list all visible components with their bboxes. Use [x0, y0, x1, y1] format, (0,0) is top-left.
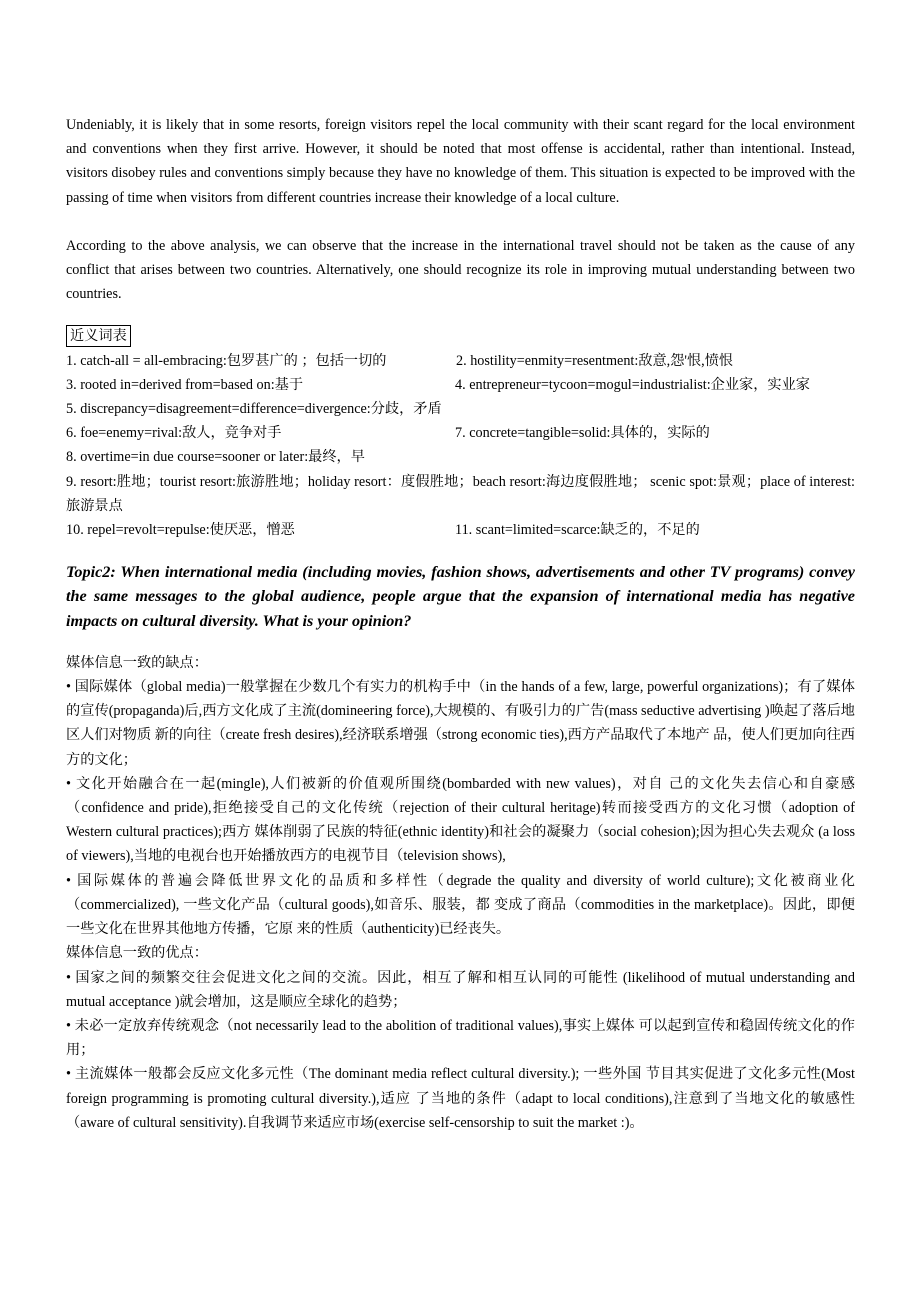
- cons-bullet: • 国际媒体的普遍会降低世界文化的品质和多样性（degrade the quality and diversity of world culture);文化被商业化（commercialized), 一些文化产品（cultural goods),如音乐、服装，都 变成了商品（commodities in the marketplace)。因此，即便一些文化在世界其他地方传播，它原 来的性质（authenticity)已经丧失。: [66, 872, 855, 938]
- paragraph-conclusion: According to the above analysis, we can observe that the increase in the international travel should not be taken as the cause of any conflict that arises between two countries. Alternatively, one should recognize its role in improving mutual understanding between two countries.: [66, 237, 855, 303]
- vocab-item: 7. concrete=tangible=solid:具体的，实际的: [455, 425, 710, 442]
- vocab-item: 1. catch-all = all-embracing:包罗甚广的 ；包括一切的: [66, 352, 387, 369]
- vocab-item: 4. entrepreneur=tycoon=mogul=industrialist:企业家，实业家: [455, 376, 810, 393]
- vocab-row: [66, 421, 855, 445]
- cons-heading: 媒体信息一致的缺点：: [66, 654, 208, 671]
- pros-heading: 媒体信息一致的优点：: [66, 945, 208, 962]
- vocab-item: 10. repel=revolt=repulse:使厌恶，憎恶: [66, 522, 295, 539]
- pros-bullet: • 未必一定放弃传统观念（not necessarily lead to the abolition of traditional values),事实上媒体 可以起到宣传和稳固传统文化的作用；: [66, 1017, 855, 1059]
- vocab-item: 5. discrepancy=disagreement=difference=divergence:分歧，矛盾: [66, 401, 442, 418]
- vocab-item: 2. hostility=enmity=resentment:敌意,怨'恨,愤恨: [456, 352, 734, 369]
- vocab-item: 9. resort:胜地；tourist resort:旅游胜地；holiday resort：度假胜地；beach resort:海边度假胜地； scenic spot:景观；place of interest: 旅游景点: [66, 473, 855, 514]
- topic-heading: Topic2: When international media (including movies, fashion shows, advertisements and other TV programs) convey the same messages to the global audience, people argue that the expansion of international media has negative impacts on cultural diversity. What is your opinion?: [66, 563, 855, 630]
- vocab-row: [66, 373, 855, 397]
- vocab-row: [66, 349, 855, 373]
- vocab-row: [66, 518, 855, 542]
- vocab-item: 8. overtime=in due course=sooner or later:最终，早: [66, 449, 365, 466]
- document-page: [66, 113, 855, 1135]
- pros-bullet: • 主流媒体一般都会反应文化多元性（The dominant media reflect cultural diversity.); 一些外国 节目其实促进了文化多元性(Most foreign programming is promoting cultural diversity.),适应 了当地的条件（adapt to local conditions),注意到了当地文化的敏感性（aware of cultural sensitivity).自我调节来适应市场(exercise self-censorship to suit the market :)。: [66, 1066, 855, 1131]
- cons-bullet: • 文化开始融合在一起(mingle),人们被新的价值观所围绕(bombarded with new values)，对自 己的文化失去信心和自豪感（confidence and pride),拒绝接受自己的文化传统（rejection of their cultural heritage)转而接受西方的文化习惯（adoption of Western cultural practices);西方 媒体削弱了民族的特征(ethnic identity)和社会的凝聚力（social cohesion);因为担心失去观众 (a loss of viewers),当地的电视台也开始播放西方的电视节目（television shows),: [66, 775, 855, 865]
- vocab-item: 11. scant=limited=scarce:缺乏的，不足的: [455, 522, 700, 539]
- vocab-item: 3. rooted in=derived from=based on:基于: [66, 376, 304, 393]
- cons-bullet: • 国际媒体（global media)一般掌握在少数几个有实力的机构手中（in the hands of a few, large, powerful organizations)；有了媒体的宣传(propaganda)后,西方文化成了主流(domineering force),大规模的、有吸引力的广告(mass seductive advertising )唤起了落后地区人们对物质 新的向往（create fresh desires),经济联系增强（strong economic ties),西方产品取代了本地产 品，使人们更加向往西方的文化；: [66, 679, 855, 768]
- paragraph-conventions: Undeniably, it is likely that in some resorts, foreign visitors repel the local community with their scant regard for the local environment and conventions when they first arrive. However, it should be noted that most offense is accidental, rather than intentional. Instead, visitors disobey rules and conventions simply because they have no knowledge of them. This situation is expected to be improved with the passing of time when visitors from different countries increase their knowledge of a local culture.: [66, 117, 855, 206]
- vocab-section: [66, 324, 855, 542]
- pros-bullet: • 国家之间的频繁交往会促进文化之间的交流。因此，相互了解和相互认同的可能性 (likelihood of mutual understanding and mutual acceptance )就会增加，这是顺应全球化的趋势；: [66, 969, 855, 1010]
- vocab-item: 6. foe=enemy=rival:敌人，竞争对手: [66, 425, 282, 442]
- vocab-title: 近义词表: [66, 325, 131, 347]
